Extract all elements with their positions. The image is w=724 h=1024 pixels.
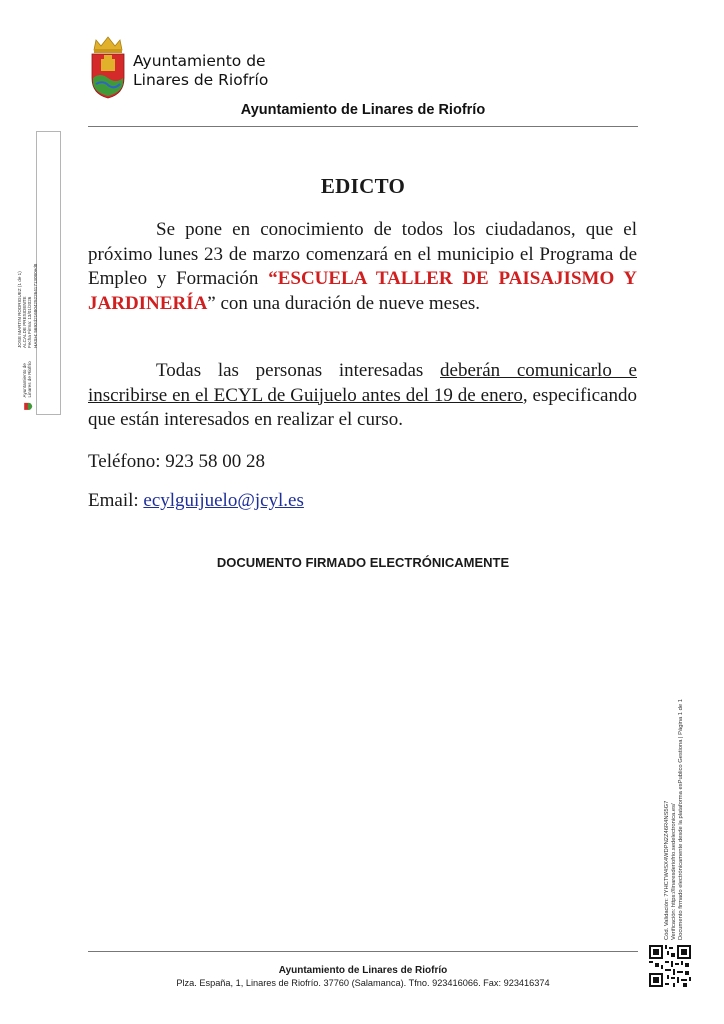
- signature-stamp: [17, 131, 61, 415]
- footer-address: Plza. España, 1, Linares de Riofrío. 37760 (Salamanca). Tfno. 923416066. Fax: 923416374: [176, 978, 550, 988]
- verification-platform-note: Documento firmado electrónicamente desde la plataforma esPublico Gestiona | Página 1 de 1: [678, 699, 684, 940]
- paragraph-registration-end: , especificando que están interesados en realizar el curso.: [88, 384, 637, 430]
- email-link[interactable]: ecylguijuelo@jcyl.es: [143, 490, 304, 511]
- stamp-line2: ALCALDE PRESIDENTE: [22, 296, 28, 349]
- stamp-org-line2: Linares de Riofrío: [27, 361, 33, 398]
- header-divider: [88, 126, 638, 127]
- verification-url[interactable]: Verificación: https://linaresderiofrio.sedelectronica.es/: [671, 803, 677, 940]
- paragraph-registration: [88, 359, 637, 433]
- stamp-line4: HASH: 5692d2168042522641713080ed8: [32, 263, 38, 349]
- signature-stamp-text: [17, 130, 38, 410]
- paragraph-announcement-end: ” con una duración de nueve meses.: [207, 292, 481, 314]
- header-title: Ayuntamiento de Linares de Riofrío: [240, 102, 486, 118]
- mini-shield-icon: [23, 403, 32, 410]
- electronic-signature-note: DOCUMENTO FIRMADO ELECTRÓNICAMENTE: [216, 555, 510, 570]
- stamp-org-line1: Ayuntamiento de: [22, 363, 28, 398]
- organization-name: [133, 52, 268, 90]
- email-label: Email:: [88, 490, 144, 511]
- footer-title: Ayuntamiento de Linares de Riofrío: [278, 965, 448, 976]
- qr-code-icon: [649, 945, 691, 987]
- program-name-highlight: “ESCUELA TALLER DE PAISAJISMO Y JARDINERÍA: [88, 268, 638, 314]
- footer-divider: [88, 951, 638, 952]
- verification-metadata: [664, 620, 685, 940]
- stamp-line1: JOSE MARTIN RODRIGUEZ (1 de 1): [17, 271, 23, 349]
- verification-code: Cód. Validación: 7YHCTW4SX4WDPN2Z46R4NS5G7: [664, 800, 670, 940]
- coat-of-arms-logo: [88, 34, 128, 100]
- organization-name-line1: Ayuntamiento de: [133, 52, 266, 70]
- registration-deadline-underlined: deberán comunicarlo e inscribirse en el ECYL de Guijuelo antes del 19 de enero: [88, 360, 637, 406]
- phone-line: Teléfono: 923 58 00 28: [88, 451, 266, 472]
- document-title: EDICTO: [320, 174, 406, 198]
- email-line: [88, 490, 304, 512]
- paragraph-announcement-text: Se pone en conocimiento de todos los ciudadanos, que el próximo lunes 23 de marzo comenzará en el municipio el Programa de Empleo y Formación: [88, 219, 637, 289]
- stamp-line3: Fecha Firma: 13/01/2026: [27, 296, 33, 349]
- organization-name-line2: Linares de Riofrío: [133, 71, 269, 89]
- paragraph-announcement: [88, 218, 637, 316]
- paragraph-registration-text: Todas las personas interesadas: [156, 360, 441, 381]
